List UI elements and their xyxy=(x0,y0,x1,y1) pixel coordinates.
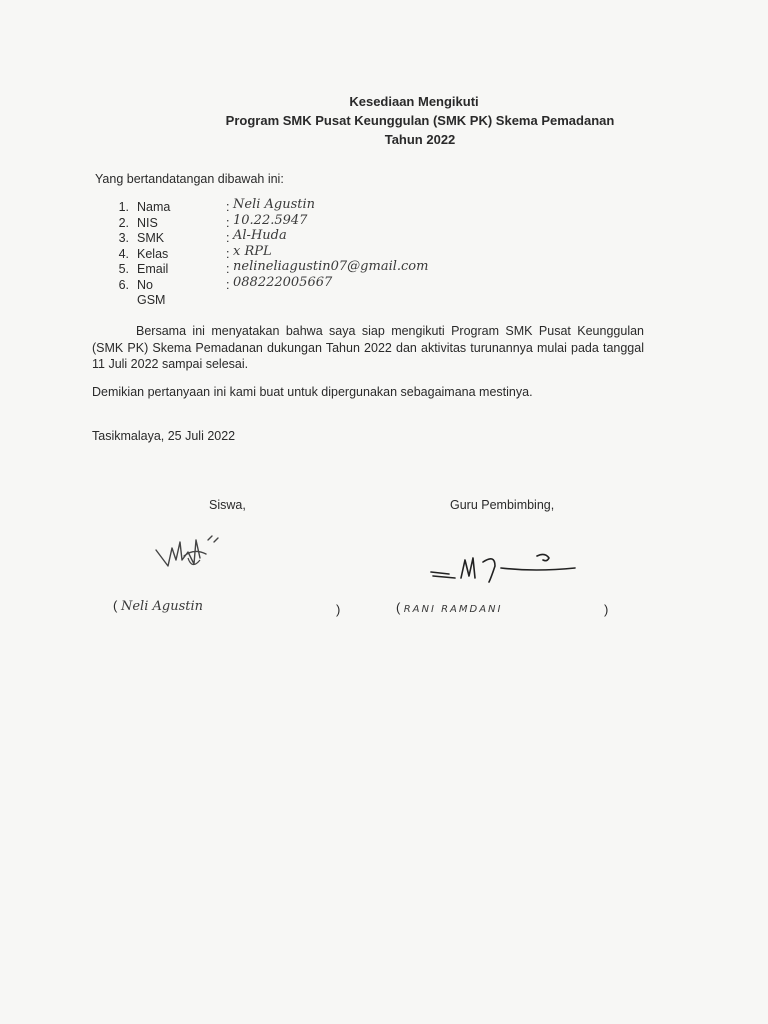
closing-paragraph: Demikian pertanyaan ini kami buat untuk dipergunakan sebagaimana mestinya. xyxy=(92,385,533,399)
field-value-email: nelineliagustin07@gmail.com xyxy=(233,259,429,274)
siswa-label: Siswa, xyxy=(209,498,246,512)
intro-text: Yang bertandatangan dibawah ini: xyxy=(95,172,284,186)
title-line-3: Tahun 2022 xyxy=(384,132,456,147)
field-value-kelas: x RPL xyxy=(233,243,272,259)
field-number: 3. xyxy=(118,231,129,245)
field-colon: : xyxy=(226,231,230,245)
field-number: 2. xyxy=(118,215,129,230)
paren-close: ) xyxy=(336,602,341,617)
statement-paragraph: Bersama ini menyatakan bahwa saya siap mengikuti Program SMK Pusat Keunggulan (SMK PK) Skema Pemadanan dukungan Tahun 2022 dan aktivitas turunannya mulai pada tanggal 11 Juli 2022 sampai selesai. xyxy=(92,324,644,371)
field-value-nama: Neli Agustin xyxy=(233,197,316,212)
document-title xyxy=(0,92,768,149)
field-colon: : xyxy=(226,215,230,230)
siswa-name: Neli Agustin xyxy=(120,599,203,614)
guru-label: Guru Pembimbing, xyxy=(450,498,555,512)
field-value-smk: Al-Huda xyxy=(233,228,287,243)
siswa-name-line xyxy=(113,598,203,614)
field-number: 6. xyxy=(118,277,129,292)
field-label: Email xyxy=(137,262,169,276)
field-value-nis: 10.22.5947 xyxy=(233,212,308,228)
field-label: SMK xyxy=(137,231,165,245)
field-number: 1. xyxy=(118,200,129,214)
field-colon: : xyxy=(226,277,230,292)
guru-name: RANI RAMDANI xyxy=(403,604,503,615)
field-colon: : xyxy=(226,246,230,261)
place-date: Tasikmalaya, 25 Juli 2022 xyxy=(92,429,236,443)
field-number: 4. xyxy=(118,246,129,261)
siswa-signature-icon xyxy=(148,530,228,580)
paren-close: ) xyxy=(604,602,609,617)
paren-open: ( xyxy=(396,600,401,615)
field-colon: : xyxy=(226,262,230,276)
paren-open: ( xyxy=(113,598,118,613)
field-colon: : xyxy=(226,200,230,214)
title-line-2: Program SMK Pusat Keunggulan (SMK PK) Skema Pemadanan xyxy=(225,113,615,128)
title-line-1: Kesediaan Mengikuti xyxy=(349,94,479,109)
field-number: 5. xyxy=(118,262,129,276)
field-label: Kelas xyxy=(137,246,169,261)
guru-signature-icon xyxy=(425,548,585,588)
guru-name-line xyxy=(396,600,502,615)
field-label: NIS xyxy=(137,215,158,230)
field-label: Nama xyxy=(137,200,171,214)
field-label: No GSM xyxy=(137,277,166,307)
field-value-no-gsm: 088222005667 xyxy=(233,274,333,290)
